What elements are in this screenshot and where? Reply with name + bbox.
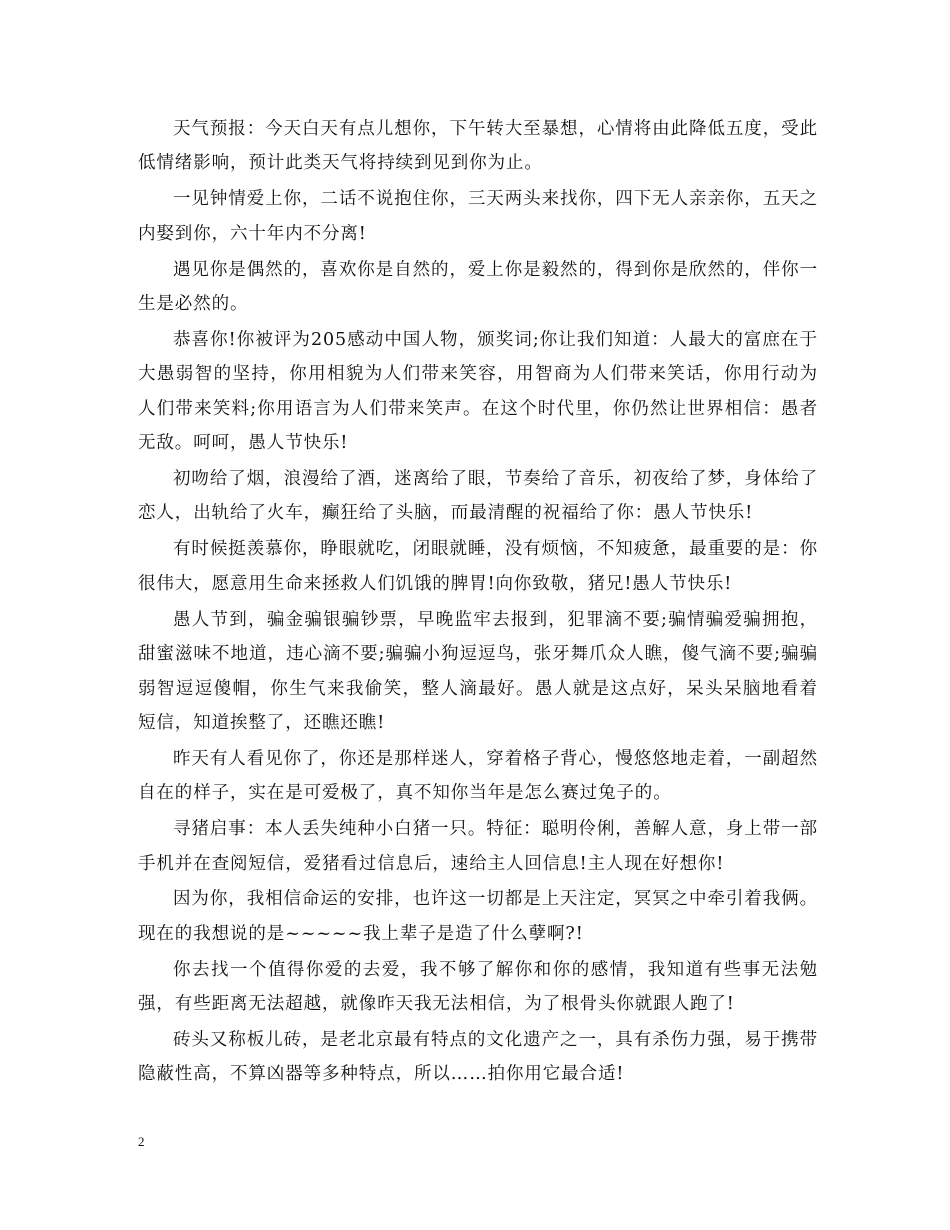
paragraph-brick: 砖头又称板儿砖，是老北京最有特点的文化遗产之一，具有杀伤力强，易于携带隐蔽性高，不算凶器等多种特点，所以……拍你用它最合适! [138, 1030, 818, 1085]
paragraph-go-find-love: 你去找一个值得你爱的去爱，我不够了解你和你的感情，我知道有些事无法勉强，有些距离无法超越，就像昨天我无法相信，为了根骨头你就跟人跑了! [138, 959, 818, 1015]
paragraph-weather-forecast: 天气预报：今天白天有点儿想你，下午转大至暴想，心情将由此降低五度，受此低情绪影响，预计此类天气将持续到见到你为止。 [138, 119, 818, 174]
document-body [138, 112, 818, 1093]
paragraph-yesterday: 昨天有人看见你了，你还是那样迷人，穿着格子背心，慢悠悠地走着，一副超然自在的样子，实在是可爱极了，真不知你当年是怎么赛过兔子的。 [138, 748, 818, 804]
page-number: 2 [138, 1134, 145, 1149]
paragraph-meeting-you: 遇见你是偶然的，喜欢你是自然的，爱上你是毅然的，得到你是欣然的，伴你一生是必然的。 [138, 259, 818, 315]
paragraph-congratulations: 恭喜你!你被评为205感动中国人物，颁奖词;你让我们知道：人最大的富庶在于大愚弱智的坚持，你用相貌为人们带来笑容，用智商为人们带来笑话，你用行动为人们带来笑料;你用语言为人们带来笑声。在这个时代里，你仍然让世界相信：愚者无敌。呵呵，愚人节快乐! [138, 329, 818, 454]
paragraph-envy: 有时候挺羡慕你，睁眼就吃，闭眼就睡，没有烦恼，不知疲惫，最重要的是：你很伟大，愿意用生命来拯救人们饥饿的脾胃!向你致敬，猪兄!愚人节快乐! [138, 539, 818, 594]
paragraph-april-fools: 愚人节到，骗金骗银骗钞票，早晚监牢去报到，犯罪滴不要;骗情骗爱骗拥抱，甜蜜滋味不地道，违心滴不要;骗骗小狗逗逗鸟，张牙舞爪众人瞧，傻气滴不要;骗骗弱智逗逗傻帽，你生气来我偷笑，整人滴最好。愚人就是这点好，呆头呆脑地看着短信，知道挨整了，还瞧还瞧! [138, 609, 818, 733]
paragraph-because-of-you: 因为你，我相信命运的安排，也许这一切都是上天注定，冥冥之中牵引着我俩。现在的我想说的是~~~~~我上辈子是造了什么孽啊?! [138, 889, 818, 944]
paragraph-first-kiss: 初吻给了烟，浪漫给了酒，迷离给了眼，节奏给了音乐，初夜给了梦，身体给了恋人，出轨给了火车，癫狂给了头脑，而最清醒的祝福给了你：愚人节快乐! [138, 469, 818, 524]
paragraph-lost-pig-notice: 寻猪启事：本人丢失纯种小白猪一只。特征：聪明伶俐，善解人意，身上带一部手机并在查阅短信，爱猪看过信息后，速给主人回信息!主人现在好想你! [138, 819, 818, 874]
paragraph-love-at-first-sight: 一见钟情爱上你，二话不说抱住你，三天两头来找你，四下无人亲亲你，五天之内娶到你，六十年内不分离! [138, 189, 818, 244]
